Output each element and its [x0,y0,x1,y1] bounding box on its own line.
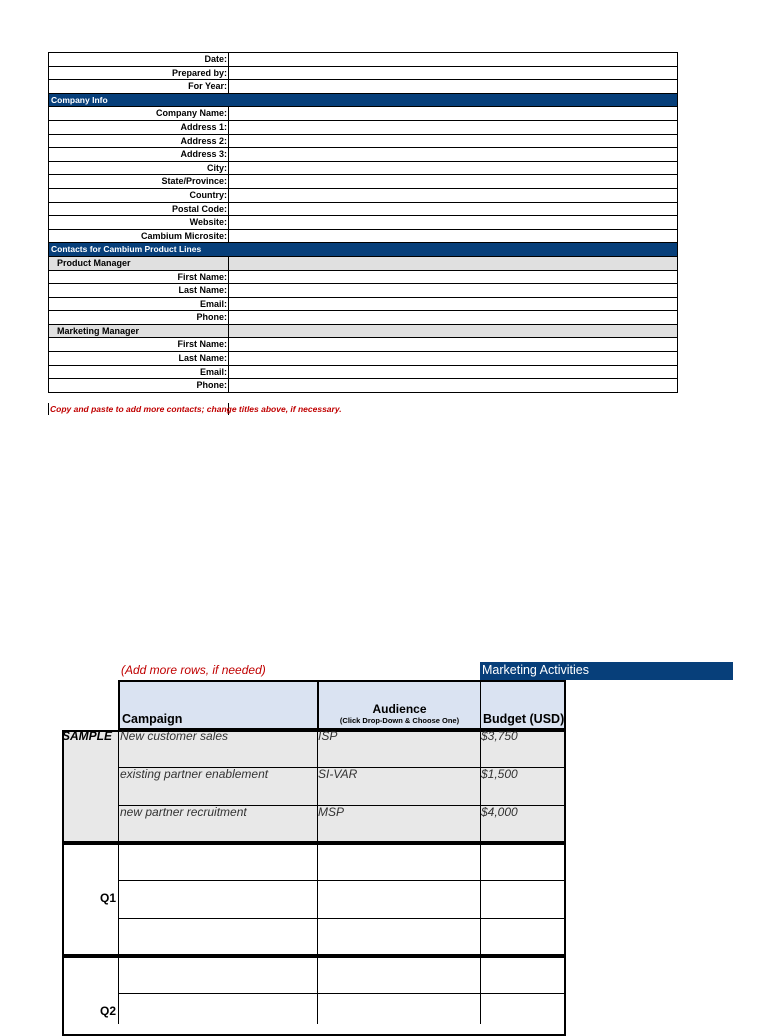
form-row-company-name[interactable] [49,107,677,121]
audience-cell[interactable]: ISP [318,729,338,743]
form-row-date[interactable] [49,53,677,67]
form-label: For Year: [49,80,229,93]
form-row-address-3[interactable] [49,148,677,162]
pm-last-name-row[interactable] [49,284,677,298]
form-label: State/Province: [49,175,229,188]
company-info-form [48,52,678,393]
grid-line [480,843,481,956]
form-label: Postal Code: [49,203,229,216]
form-label: Phone: [49,311,229,324]
budget-header-label: Budget (USD) [483,712,565,726]
sample-row[interactable] [118,805,566,843]
mm-first-name-field[interactable] [229,338,677,351]
microsite-field[interactable] [229,230,677,243]
grid-line [317,843,318,956]
mm-last-name-field[interactable] [229,352,677,365]
mm-first-name-row[interactable] [49,338,677,352]
form-label: Prepared by: [49,67,229,80]
subheader-label: Product Manager [49,257,229,270]
address-1-field[interactable] [229,121,677,134]
date-field[interactable] [229,53,677,66]
state-field[interactable] [229,175,677,188]
quarter-label-q1: Q1 [100,891,117,905]
form-label: Cambium Microsite: [49,230,229,243]
contacts-note: Copy and paste to add more contacts; change titles above, if necessary. [50,404,342,414]
form-label: First Name: [49,271,229,284]
audience-header-hint: (Click Drop-Down & Choose One) [339,716,460,725]
mm-phone-row[interactable] [49,379,677,393]
audience-cell[interactable]: MSP [318,805,345,819]
budget-cell[interactable]: $4,000 [481,805,518,819]
mm-email-row[interactable] [49,366,677,380]
website-field[interactable] [229,216,677,229]
campaign-header-label: Campaign [122,712,183,726]
form-label: Email: [49,366,229,379]
pm-first-name-field[interactable] [229,271,677,284]
form-row-website[interactable] [49,216,677,230]
q2-block [62,956,566,1036]
form-label: Last Name: [49,284,229,297]
country-field[interactable] [229,189,677,202]
form-label: City: [49,162,229,175]
add-rows-note: (Add more rows, if needed) [121,663,266,677]
address-3-field[interactable] [229,148,677,161]
form-label: Date: [49,53,229,66]
prepared-by-field[interactable] [229,67,677,80]
marketing-manager-subheader [49,325,677,339]
pm-email-row[interactable] [49,298,677,312]
budget-column-header [480,680,566,730]
form-label: Address 1: [49,121,229,134]
campaign-cell[interactable]: new partner recruitment [120,805,247,819]
pm-phone-field[interactable] [229,311,677,324]
company-name-field[interactable] [229,107,677,120]
quarter-label-q2: Q2 [100,1004,117,1018]
address-2-field[interactable] [229,135,677,148]
for-year-field[interactable] [229,80,677,93]
budget-cell[interactable]: $1,500 [481,767,518,781]
campaign-cell[interactable]: existing partner enablement [120,767,269,781]
form-label: Last Name: [49,352,229,365]
form-row-microsite[interactable] [49,230,677,244]
audience-cell[interactable]: SI-VAR [318,767,358,781]
budget-cell[interactable]: $3,750 [481,729,518,743]
pm-last-name-field[interactable] [229,284,677,297]
mm-email-field[interactable] [229,366,677,379]
form-label: Website: [49,216,229,229]
form-row-address-1[interactable] [49,121,677,135]
sample-label: SAMPLE [62,729,113,743]
campaign-column-header [118,680,319,730]
company-info-header: Company Info [49,94,677,108]
grid-line [118,880,566,881]
q1-block [62,843,566,956]
pm-phone-row[interactable] [49,311,677,325]
form-label: Phone: [49,379,229,392]
grid-line [317,956,318,1024]
form-label: Country: [49,189,229,202]
form-row-country[interactable] [49,189,677,203]
form-label: First Name: [49,338,229,351]
pm-first-name-row[interactable] [49,271,677,285]
form-label: Address 3: [49,148,229,161]
form-row-for-year[interactable] [49,80,677,94]
form-row-state[interactable] [49,175,677,189]
subheader-label: Marketing Manager [49,325,229,338]
campaign-cell[interactable]: New customer sales [120,729,229,743]
grid-line [118,843,119,956]
form-row-prepared-by[interactable] [49,67,677,81]
grid-line [48,403,49,415]
form-row-postal-code[interactable] [49,203,677,217]
section-title: Marketing Activities [482,663,589,677]
grid-line [118,918,566,919]
mm-last-name-row[interactable] [49,352,677,366]
city-field[interactable] [229,162,677,175]
form-row-city[interactable] [49,162,677,176]
product-manager-subheader [49,257,677,271]
sample-row[interactable] [118,767,566,805]
grid-line [118,993,566,994]
grid-line [118,956,119,1024]
audience-column-header [317,680,482,730]
postal-code-field[interactable] [229,203,677,216]
form-label: Address 2: [49,135,229,148]
contacts-header: Contacts for Cambium Product Lines [49,243,677,257]
sample-row[interactable] [118,729,566,767]
form-label: Email: [49,298,229,311]
mm-phone-field[interactable] [229,379,677,392]
pm-email-field[interactable] [229,298,677,311]
form-label: Company Name: [49,107,229,120]
audience-header-label: Audience [372,702,427,716]
grid-line [480,956,481,1024]
form-row-address-2[interactable] [49,135,677,149]
